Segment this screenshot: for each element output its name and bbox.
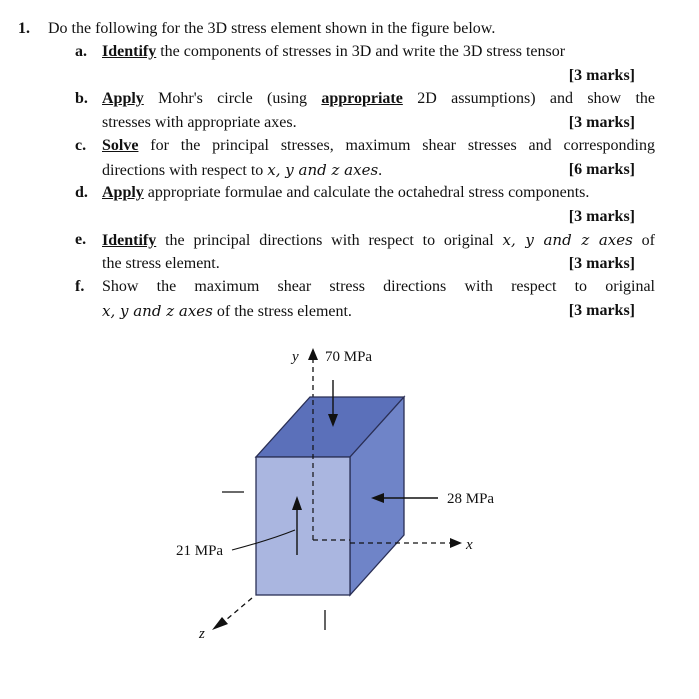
keyword: Solve (102, 137, 139, 154)
marks-label: [3 marks] (568, 114, 635, 131)
y-axis-label: y (292, 349, 299, 365)
part-label: a. (75, 43, 87, 60)
part-d-line1 (102, 184, 655, 202)
part-text: . (378, 162, 383, 179)
part-text: stresses with appropriate axes. (102, 114, 297, 131)
x-axis-label: x (466, 537, 473, 553)
part-b-line1 (102, 90, 655, 108)
part-text: the components of stresses in 3D and write the 3D stress tensor (156, 43, 566, 60)
marks-label: [6 marks] (568, 161, 635, 178)
part-text: of the stress element. (212, 303, 352, 320)
marks-label: [3 marks] (568, 302, 635, 319)
part-label: f. (75, 278, 85, 295)
keyword: Apply (102, 184, 144, 201)
part-f-line1 (102, 278, 655, 296)
part-text: the principal directions with respect to original (156, 232, 503, 249)
part-text: appropriate formulae and calculate the octahedral stress components. (143, 184, 590, 201)
x-axis-arrowhead (450, 538, 462, 548)
keyword: Identify (102, 43, 157, 60)
part-text: for the principal stresses, maximum shear stresses and corresponding (138, 137, 655, 154)
keyword: Apply (102, 90, 144, 107)
part-label: d. (75, 184, 88, 201)
stress-label-right: 28 MPa (447, 491, 495, 507)
keyword: Identify (102, 232, 157, 249)
part-a-line1 (102, 43, 655, 61)
z-axis-arrowhead (212, 617, 228, 630)
part-label: e. (75, 231, 87, 248)
part-c-line1 (102, 137, 655, 155)
part-text: of (632, 232, 656, 249)
part-text: Mohr's circle (using (143, 90, 322, 107)
math-axes: x, y and z axes (102, 302, 213, 320)
stress-label-top: 70 MPa (325, 349, 373, 365)
part-text: the stress element. (102, 255, 220, 272)
part-label: b. (75, 90, 88, 107)
question-number: 1. (18, 20, 30, 37)
part-label: c. (75, 137, 87, 154)
marks-label: [3 marks] (568, 67, 635, 84)
z-axis-label: z (199, 626, 205, 642)
math-axes: x, y and z axes (502, 231, 633, 249)
part-e-line1 (102, 231, 655, 250)
question-intro: Do the following for the 3D stress element shown in the figure below. (48, 20, 496, 37)
stress-element-figure (0, 330, 699, 699)
part-text: 2D assumptions) and show the (402, 90, 655, 107)
part-text: Show the maximum shear stress directions with respect to original (102, 278, 655, 295)
part-text: directions with respect to (102, 162, 268, 179)
y-axis-arrowhead (308, 348, 318, 360)
stress-label-shear: 21 MPa (176, 543, 224, 559)
math-axes: x, y and z axes (267, 161, 379, 179)
keyword-2: appropriate (321, 90, 403, 107)
marks-label: [3 marks] (568, 208, 635, 225)
marks-label: [3 marks] (568, 255, 635, 272)
cube-front-face (256, 457, 350, 595)
